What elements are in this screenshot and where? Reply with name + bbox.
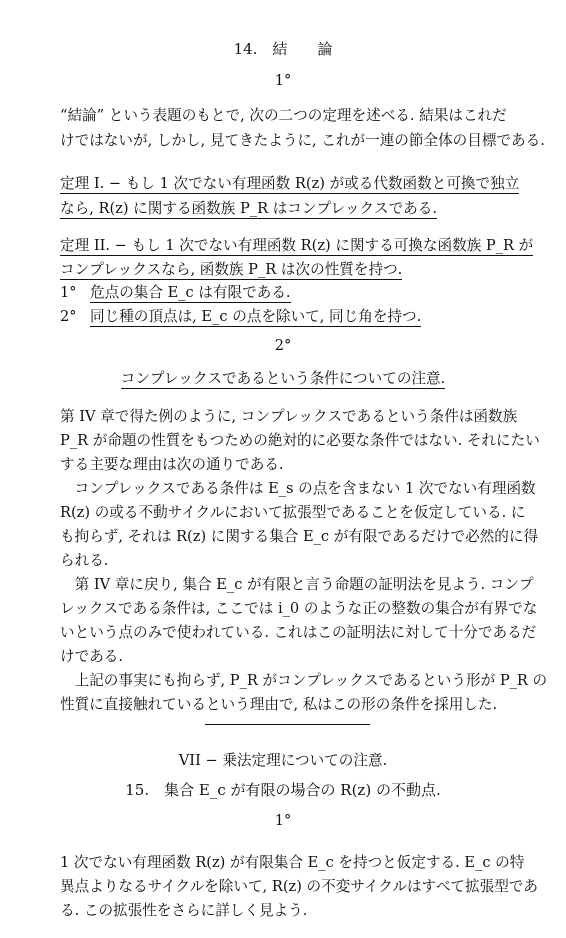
body-line: 第 IV 章で得た例のように, コンプレックスであるという条件は函数族 xyxy=(60,408,518,425)
body-line: する主要な理由は次の通りである. xyxy=(60,456,284,473)
body-line: いという点のみで使われている. これはこの証明法に対して十分であるだ xyxy=(60,624,537,641)
body-line: コンプレックスである条件は E_s の点を含まない 1 次でない有理函数 xyxy=(60,480,536,497)
note-title: コンプレックスであるという条件についての注意. xyxy=(120,370,446,387)
body-line: R(z) の或る不動サイクルにおいて拡張型であることを仮定している. に xyxy=(60,504,526,521)
property-text: 同じ種の頂点は, E_c の点を除いて, 同じ角を持つ. xyxy=(90,308,422,325)
section-15-sub-1: 1° xyxy=(274,812,292,829)
theorem-1-line: なら, R(z) に関する函数族 P_R はコンプレックスである. xyxy=(60,200,438,217)
intro-line: “結論” という表題のもとで, 次の二つの定理を述べる. 結果はこれだ xyxy=(60,107,507,124)
property-text: 危点の集合 E_c は有限である. xyxy=(90,284,291,301)
body-line: 上記の事実にも拘らず, P_R がコンプレックスであるという形が P_R の xyxy=(60,672,548,689)
theorem-2-line: 定理 II. − もし 1 次でない有理函数 R(z) に関する可換な函数族 P_R が xyxy=(60,237,534,254)
intro-line: けではないが, しかし, 見てきたように, これが一連の節全体の目標である. xyxy=(60,132,545,149)
body-line: 性質に直接触れているという理由で, 私はこの形の条件を採用した. xyxy=(60,696,498,713)
body-line: も拘らず, それは R(z) に関する集合 E_c が有限であるだけで必然的に得 xyxy=(60,528,539,545)
body-line: けである. xyxy=(60,648,124,665)
section-15-heading: 15. 集合 E_c が有限の場合の R(z) の不動点. xyxy=(125,781,441,799)
chapter-7-title: VII − 乗法定理についての注意. xyxy=(178,752,388,769)
section-14-sub-2: 2° xyxy=(274,337,292,354)
section-14-sub-1: 1° xyxy=(274,72,292,89)
theorem-1-line: 定理 I. − もし 1 次でない有理函数 R(z) が或る代数函数と可換で独立 xyxy=(60,175,520,192)
property-item xyxy=(60,281,291,302)
body-line: 1 次でない有理函数 R(z) が有限集合 E_c を持つと仮定する. E_c の特 xyxy=(60,854,525,871)
section-14-heading: 14. 結 論 xyxy=(233,40,333,58)
body-line: レックスである条件は, ここでは i_0 のような正の整数の集合が有界でな xyxy=(60,600,538,617)
property-label: 1° xyxy=(60,284,77,301)
body-line: P_R が命題の性質をもつための絶対的に必要な条件ではない. それにたい xyxy=(60,432,540,449)
theorem-2-line: コンプレックスなら, 函数族 P_R は次の性質を持つ. xyxy=(60,261,403,278)
body-line: られる. xyxy=(60,552,109,569)
section-divider xyxy=(205,724,370,725)
property-item xyxy=(60,305,421,326)
body-line: 第 IV 章に戻り, 集合 E_c が有限と言う命題の証明法を見よう. コンプ xyxy=(60,576,534,593)
property-label: 2° xyxy=(60,308,77,325)
body-line: 異点よりなるサイクルを除いて, R(z) の不変サイクルはすべて拡張型であ xyxy=(60,878,538,895)
body-line: る. この拡張性をさらに詳しく見よう. xyxy=(60,902,308,919)
